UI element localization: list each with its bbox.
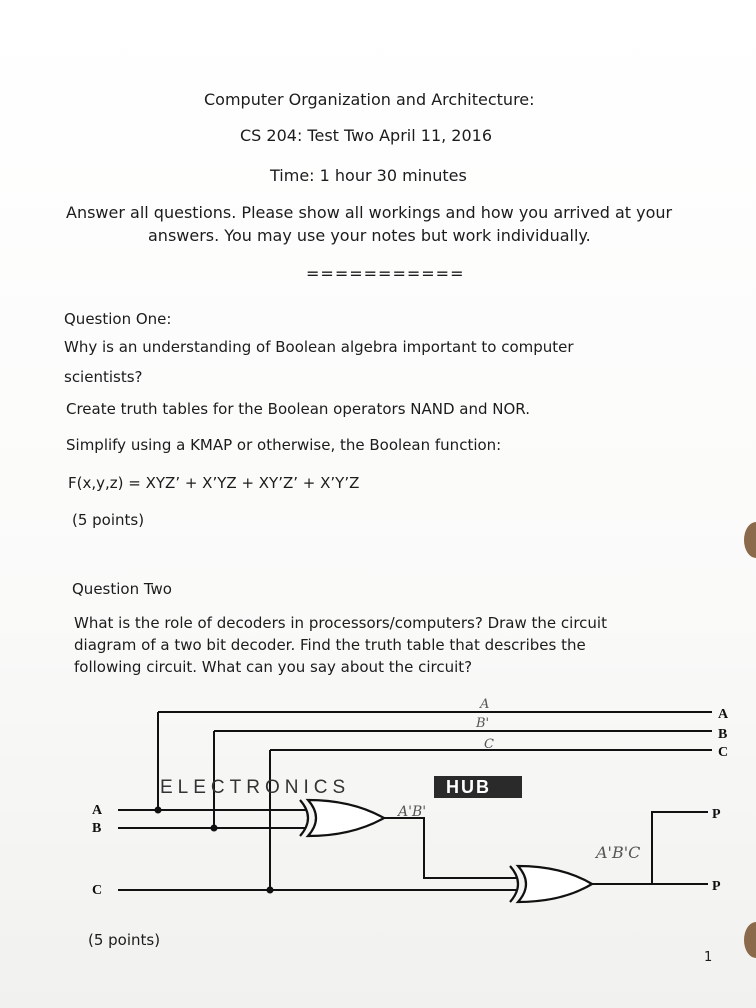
junction-dot bbox=[211, 825, 218, 832]
question-one-title: Question One: bbox=[64, 310, 172, 328]
watermark-box-text: HUB bbox=[446, 777, 491, 797]
course-title: Computer Organization and Architecture: bbox=[204, 90, 535, 109]
question-one-line-3: Create truth tables for the Boolean operators NAND and NOR. bbox=[66, 400, 530, 418]
question-two-line-3: following circuit. What can you say about the circuit? bbox=[74, 658, 473, 676]
test-line: CS 204: Test Two April 11, 2016 bbox=[240, 126, 493, 145]
label-right-a: A bbox=[718, 707, 729, 722]
label-right-p2: P bbox=[712, 879, 721, 894]
label-left-b: B bbox=[92, 821, 102, 836]
handwritten-b: B' bbox=[476, 716, 490, 731]
handwritten-c: C bbox=[484, 737, 494, 752]
boolean-function: F(x,y,z) = XYZ’ + X’YZ + XY’Z’ + X’Y’Z bbox=[68, 474, 360, 492]
question-one-line-1: Why is an understanding of Boolean algebra important to computer bbox=[64, 338, 574, 356]
label-left-a: A bbox=[92, 803, 103, 818]
page-edge-mark bbox=[744, 522, 756, 558]
question-two-line-2: diagram of a two bit decoder. Find the truth table that describes the bbox=[74, 636, 586, 654]
page-edge-mark bbox=[744, 922, 756, 958]
handwritten-a: A bbox=[480, 697, 490, 712]
handwritten-gate2: A'B'C bbox=[596, 843, 641, 862]
label-right-b: B bbox=[718, 727, 728, 742]
watermark-text: ELECTRONICS bbox=[160, 777, 351, 798]
label-right-c: C bbox=[718, 745, 729, 760]
question-one-points: (5 points) bbox=[72, 511, 145, 529]
wire-gate1-out bbox=[384, 818, 516, 878]
junction-dot bbox=[267, 887, 274, 894]
xor-gate-2 bbox=[510, 866, 592, 902]
logic-circuit-diagram bbox=[0, 690, 756, 920]
page-number: 1 bbox=[704, 950, 713, 965]
label-right-p1: P bbox=[712, 807, 721, 822]
question-two-title: Question Two bbox=[72, 580, 172, 598]
time-line: Time: 1 hour 30 minutes bbox=[270, 166, 467, 185]
instructions-line-1: Answer all questions. Please show all workings and how you arrived at your bbox=[66, 203, 673, 222]
question-two-line-1: What is the role of decoders in processors/computers? Draw the circuit bbox=[74, 614, 607, 632]
handwritten-gate1: A'B' bbox=[398, 804, 427, 820]
divider: =========== bbox=[306, 264, 465, 283]
question-one-line-4: Simplify using a KMAP or otherwise, the Boolean function: bbox=[66, 436, 502, 454]
question-two-points: (5 points) bbox=[88, 931, 161, 949]
label-left-c: C bbox=[92, 883, 103, 898]
instructions-line-2: answers. You may use your notes but work individually. bbox=[148, 226, 591, 245]
question-one-line-2: scientists? bbox=[64, 368, 143, 386]
junction-dot bbox=[155, 807, 162, 814]
xor-gate-1 bbox=[300, 800, 384, 836]
